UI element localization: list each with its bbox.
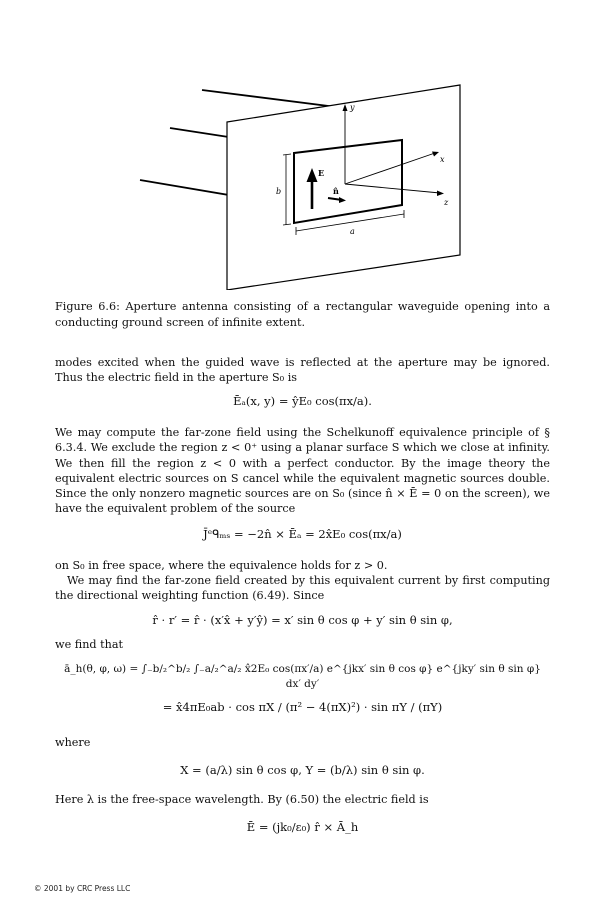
z-axis-label: z: [444, 198, 449, 207]
paragraph-weighting-function: We may find the far-zone field created by this equivalent current by first computing the directional weighting function (6.49). Since: [55, 574, 550, 603]
paragraph-aperture-field: modes excited when the guided wave is reflected at the aperture may be ignored. Thus the electric field in the aperture S₀ is: [55, 356, 550, 385]
figure-caption: Figure 6.6: Aperture antenna consisting of a rectangular waveguide opening into a conducting ground screen of infinite extent.: [55, 300, 550, 329]
equation-x-y-definitions: X = (a/λ) sin θ cos φ, Y = (b/λ) sin θ sin φ.: [180, 763, 425, 777]
b-dimension-label: b: [276, 187, 282, 196]
paragraph-where: where: [55, 736, 91, 749]
copyright-footer: © 2001 by CRC Press LLC: [34, 884, 131, 893]
paragraph-free-space: on S₀ in free space, where the equivalence holds for z > 0.: [55, 559, 388, 572]
y-axis-label: y: [350, 103, 355, 112]
ground-screen: [227, 85, 460, 290]
a-dimension-label: a: [350, 227, 355, 236]
equation-aperture-field: Ēₐ(x, y) = ŷE₀ cos(πx/a).: [233, 394, 372, 408]
paragraph-we-find: we find that: [55, 638, 124, 651]
normal-label: n̂: [333, 186, 339, 196]
paragraph-equivalence: We may compute the far-zone field using the Schelkunoff equivalence principle of § 6.3.4. We exclude the region z < 0⁺ using a planar surface S which we close at infinity. We then fill the region z < 0 with a perfect conductor. By the image theory the equivalent electric sources on S cancel while the equivalent magnetic sources double. Since the only nonzero magnetic sources are on S₀ (since n̂ × Ē = 0 on the screen), we have the equivalent problem of the source: [55, 426, 550, 516]
equation-r-dot-rprime: r̂ · r′ = r̂ · (x′x̂ + y′ŷ) = x′ sin θ cos φ + y′ sin θ sin φ,: [152, 613, 453, 627]
equation-weighting-integral: ā_h(θ, φ, ω) = ∫₋b/₂^b/₂ ∫₋a/₂^a/₂ x̂2E₀ cos(πx′/a) e^{jkx′ sin θ cos φ} e^{jky′ sin θ sin φ} dx′ dy′: [64, 663, 541, 690]
equation-weighting-result: = x̂4πE₀ab · cos πX / (π² − 4(πX)²) · sin πY / (πY): [162, 700, 443, 714]
equation-magnetic-current: J̄ᵉᑫₘₛ = −2n̂ × Ēₐ = 2x̂E₀ cos(πx/a): [203, 527, 402, 541]
x-axis-label: x: [440, 155, 445, 164]
aperture-antenna-figure: [130, 80, 470, 290]
paragraph-wavelength: Here λ is the free-space wavelength. By (6.50) the electric field is: [55, 793, 429, 806]
e-field-label: E: [318, 168, 325, 178]
equation-electric-field: Ē = (jk₀/ε₀) r̂ × Ā_h: [246, 820, 359, 834]
